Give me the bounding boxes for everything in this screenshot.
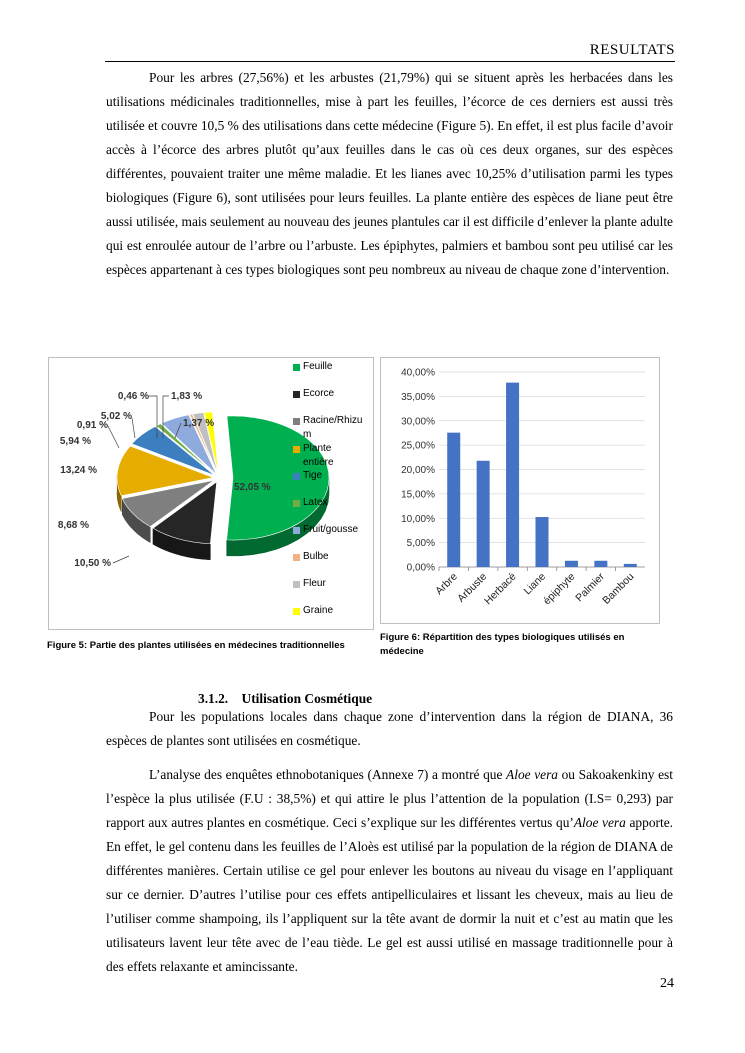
paragraph-2-text: Pour les populations locales dans chaque zone d’intervention dans la région de DIANA, 36 espèces de plantes sont utilisées en cosmétique.	[106, 709, 673, 748]
pie-data-label: 1,83 %	[171, 391, 203, 402]
pie-data-label: 5,94 %	[59, 436, 91, 447]
legend-label: Plante entière	[303, 443, 334, 468]
pie-data-label: 10,50 %	[74, 558, 111, 569]
paragraph-2	[106, 705, 673, 753]
legend-label: Graine	[303, 605, 334, 616]
x-tick-label: Bambou	[600, 570, 637, 607]
y-tick-label: 35,00%	[401, 391, 435, 403]
bar-liane	[536, 517, 549, 567]
species-name: Aloe vera	[506, 767, 558, 782]
pie-data-label: 0,91 %	[76, 420, 108, 431]
x-tick-label: Arbuste	[455, 570, 490, 605]
pie-data-label: 8,68 %	[57, 520, 89, 531]
paragraph-1-text: Pour les arbres (27,56%) et les arbustes (21,79%) qui se situent après les herbacées dans les utilisations médicinales traditionnelles, mise à part les feuilles, l’écorce de ces derniers est aussi très utilisée et couvre 10,5 % des utilisations dans cette médecine (Figure 5). En effet, il est plus facile d’avoir accès à l’écorce des arbres plutôt qu’aux feuilles dans le cas où ces deux organes, sur des espèces différentes, pouvaient traiter une même maladie. Et les lianes avec 10,25% d’utilisation parmi les types biologiques (Figure 6), sont utilisées pour leurs feuilles. La plante entière des espèces de liane peut être aussi utilisée, mais seulement au nouveau des jeunes plantules car il est difficile d’enlever la plante adulte qui est enroulée autour de l’arbre ou l’arbuste. Les épiphytes, palmiers et bambou sont peu utilisé car les espèces appartenant à ces types biologiques sont peu nombreux au niveau de chaque zone d’intervention.	[106, 70, 673, 277]
bar-arbuste	[477, 461, 490, 567]
bar-chart-svg	[381, 358, 659, 623]
x-tick-label: Liane	[521, 570, 549, 598]
paragraph-3	[106, 763, 673, 979]
species-name: Aloe vera	[573, 815, 626, 830]
legend-swatch	[293, 446, 300, 453]
legend-label: Fruit/gousse	[303, 524, 359, 535]
pie-leader-line	[132, 418, 135, 438]
y-tick-label: 25,00%	[401, 440, 435, 452]
y-tick-label: 40,00%	[401, 367, 435, 379]
header-rule	[105, 61, 675, 62]
legend-swatch	[293, 500, 300, 507]
legend-swatch	[293, 418, 300, 425]
legend-swatch	[293, 391, 300, 398]
bar-gridlines	[401, 368, 645, 574]
x-tick-label: Herbacé	[482, 570, 519, 608]
y-tick-label: 20,00%	[401, 465, 435, 476]
figure-6-bar-chart	[380, 357, 660, 624]
legend-label: Tige	[303, 470, 323, 481]
paragraph-1	[106, 66, 673, 282]
figure-5-pie-chart	[48, 357, 374, 630]
page-number: 24	[660, 976, 674, 991]
pie-leader-line	[108, 426, 119, 448]
legend-swatch	[293, 554, 300, 561]
pie-data-label: 13,24 %	[60, 465, 97, 476]
y-tick-label: 0,00%	[406, 562, 435, 574]
pie-data-label: 0,46 %	[117, 391, 149, 402]
legend-label: Feuille	[303, 361, 333, 372]
bar-arbre	[447, 433, 460, 567]
legend-swatch	[293, 364, 300, 371]
x-tick-label: Arbre	[433, 570, 460, 598]
legend-label: Bulbe	[303, 551, 329, 562]
bar-bambou	[624, 564, 637, 567]
x-tick-label: Palmier	[573, 570, 607, 605]
pie-data-label: 5,02 %	[100, 411, 132, 422]
legend-swatch	[293, 581, 300, 588]
x-tick-label: épiphyte	[540, 570, 578, 608]
page-header: RESULTATS	[589, 42, 675, 58]
pie-data-label: 1,37 %	[183, 418, 215, 429]
section-number: 3.1.2.	[198, 691, 229, 706]
legend-label: Racine/Rhizum	[303, 415, 363, 440]
figure-6-caption: Figure 6: Répartition des types biologiques utilisés en médecine	[380, 632, 625, 657]
bar--piphyte	[565, 561, 578, 567]
legend-label: Fleur	[303, 578, 326, 589]
y-tick-label: 30,00%	[401, 416, 435, 428]
legend-swatch	[293, 608, 300, 615]
y-tick-label: 15,00%	[401, 489, 435, 501]
bar-palmier	[594, 561, 607, 567]
bars	[433, 383, 637, 608]
paragraph-3-text-c: ou Sakoakenkiny est l’espèce la plus utilisée (F.U : 38,5%) et qui attire le plus l’attention de la population (I.S= 0,293) par rapport aux autres plantes en cosmétique. Ceci s’explique sur les différentes vertus qu’	[106, 767, 673, 830]
legend-swatch	[293, 527, 300, 534]
figure-5-caption: Figure 5: Partie des plantes utilisées en médecines traditionnelles	[47, 640, 345, 651]
section-title-text: Utilisation Cosmétique	[241, 691, 373, 706]
y-tick-label: 5,00%	[406, 538, 435, 550]
pie-leader-line	[113, 556, 129, 563]
legend-label: Latex	[303, 497, 328, 508]
paragraph-3-text-a: L’analyse des enquêtes ethnobotaniques (Annexe 7) a montré que	[149, 767, 507, 782]
paragraph-3-text-e: apporte. En effet, le gel contenu dans les feuilles de l’Aloès est utilisé par la population de la région de DIANA de différentes manières. Certain utilise ce gel pour enlever les boutons au niveau du visage en l’appliquant sur ce dernier. D’autres l’utilise pour ces effets antipelliculaires et lissant les cheveux, mais au lieu de l’utiliser comme shampoing, ils l’appliquent sur la tête avant de dormir la nuit et c’est au matin que les utilisateurs lavent leur tête avec de l’eau tiède. Le gel est aussi utilisé en massage traditionnelle pour à des effets relaxante et amincissante.	[106, 815, 673, 974]
legend-label: Ecorce	[303, 388, 335, 399]
y-tick-label: 10,00%	[401, 513, 435, 525]
pie-data-label: 52,05 %	[234, 482, 271, 493]
legend-swatch	[293, 473, 300, 480]
bar-herbac-	[506, 383, 519, 567]
